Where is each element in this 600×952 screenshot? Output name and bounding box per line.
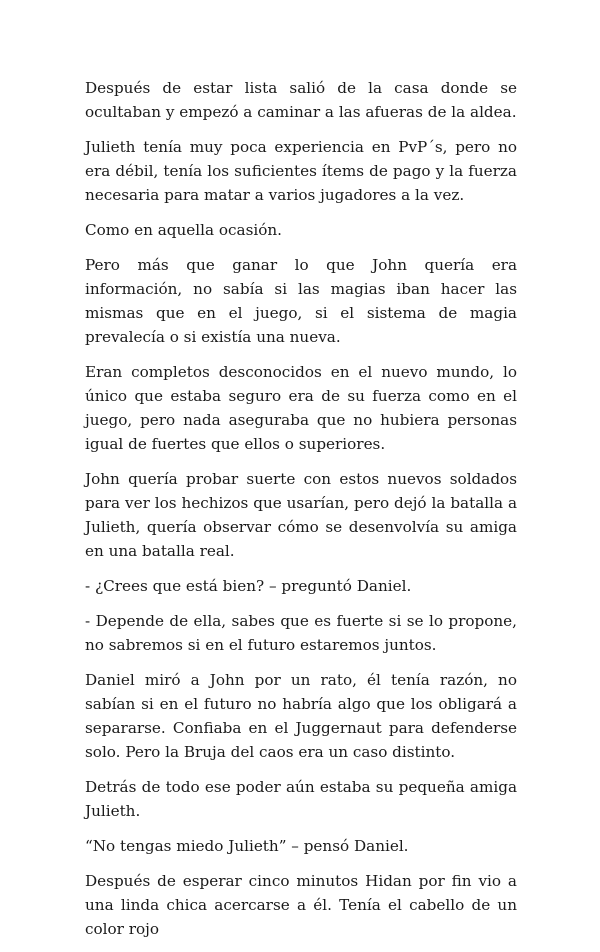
paragraph: Después de estar lista salió de la casa donde se ocultaban y empezó a caminar a las afueras de la aldea.: [85, 79, 517, 121]
dialogue-line: - Depende de ella, sabes que es fuerte si se lo propone, no sabremos si en el futuro estaremos juntos.: [85, 612, 517, 654]
paragraph: John quería probar suerte con estos nuevos soldados para ver los hechizos que usarían, pero dejó la batalla a Julieth, quería observar cómo se desenvolvía su amiga en una batalla real.: [85, 470, 517, 560]
page-body: [85, 76, 517, 952]
paragraph: Después de esperar cinco minutos Hidan por fin vio a una linda chica acercarse a él. Tenía el cabello de un color rojo: [85, 872, 517, 938]
paragraph: Eran completos desconocidos en el nuevo mundo, lo único que estaba seguro era de su fuerza como en el juego, pero nada aseguraba que no hubiera personas igual de fuertes que ellos o superiores.: [85, 363, 517, 453]
paragraph: Daniel miró a John por un rato, él tenía razón, no sabían si en el futuro no habría algo que los obligará a separarse. Confiaba en el Juggernaut para defenderse solo. Pero la Bruja del caos era un caso distinto.: [85, 671, 517, 761]
dialogue-line: “No tengas miedo Julieth” – pensó Daniel.: [85, 837, 409, 855]
paragraph: Pero más que ganar lo que John quería era información, no sabía si las magias iban hacer las mismas que en el juego, si el sistema de magia prevalecía o si existía una nueva.: [85, 256, 517, 346]
dialogue-line: - ¿Crees que está bien? – preguntó Daniel.: [85, 577, 412, 595]
paragraph: Como en aquella ocasión.: [85, 221, 282, 239]
paragraph: Julieth tenía muy poca experiencia en PvP´s, pero no era débil, tenía los suficientes ítems de pago y la fuerza necesaria para matar a varios jugadores a la vez.: [85, 138, 517, 204]
paragraph: Detrás de todo ese poder aún estaba su pequeña amiga Julieth.: [85, 778, 517, 820]
